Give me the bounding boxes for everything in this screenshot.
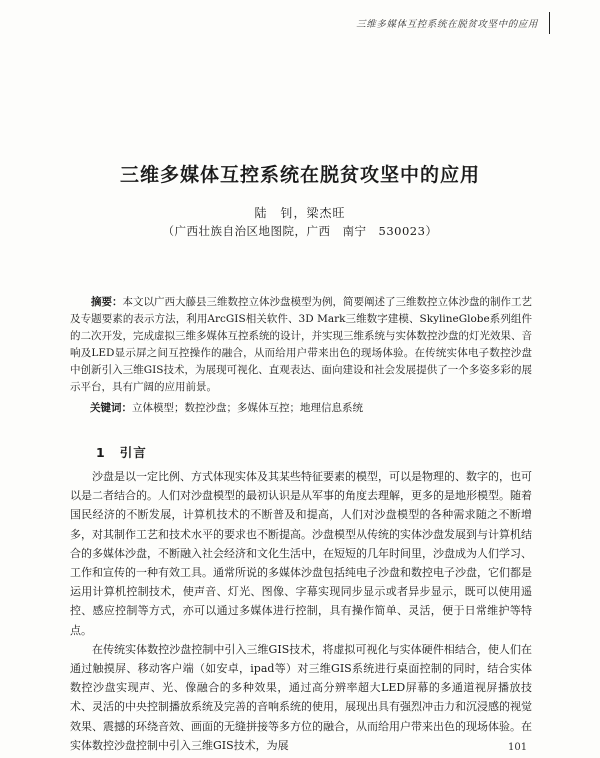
page-number: 101 <box>508 742 528 753</box>
keywords-label: 关键词： <box>90 402 132 414</box>
keywords <box>90 400 532 417</box>
section-title: 引言 <box>119 445 147 460</box>
abstract-label: 摘要： <box>91 296 123 308</box>
authors: 陆 钊，梁杰旺 <box>254 206 346 220</box>
keywords-text: 立体模型；数控沙盘；多媒体互控；地理信息系统 <box>132 402 363 414</box>
running-head: 三维多媒体互控系统在脱贫攻坚中的应用 <box>356 19 538 30</box>
paragraph: 沙盘是以一定比例、方式体现实体及其某些特征要素的模型，可以是物理的、数字的，也可以是二者结合的。人们对沙盘模型的最初认识是从军事的角度去理解，更多的是地形模型。随着国民经济的不断发展，计算机技术的不断普及和提高，人们对沙盘模型的各种需求随之不断增多，对其制作工艺和技术水平的要求也不断提高。沙盘模型从传统的实体沙盘发展到与计算机结合的多媒体沙盘，不断融入社会经济和文化生活中，在短短的几年时间里，沙盘成为人们学习、工作和宣传的一种有效工具。通常所说的多媒体沙盘包括纯电子沙盘和数控电子沙盘，它们都是运用计算机控制技术，使声音、灯光、图像、字幕实现同步显示或者异步显示，既可以使用遥控、感应控制等方式，亦可以通过多媒体进行控制，具有操作简单、灵活，便于日常维护等特点。 <box>70 470 532 637</box>
article-title: 三维多媒体互控系统在脱贫攻坚中的应用 <box>119 164 480 186</box>
header-rule <box>549 12 551 34</box>
section-body <box>70 467 532 755</box>
section-heading <box>96 443 147 461</box>
section-number: 1 <box>96 445 106 460</box>
affiliation: （广西壮族自治区地图院，广西 南宁 530023） <box>162 224 438 238</box>
paragraph: 在传统实体数控沙盘控制中引入三维GIS技术，将虚拟可视化与实体硬件相结合，使人们在通过触摸屏、移动客户端（如安卓，ipad等）对三维GIS系统进行桌面控制的同时，结合实体数控沙盘实现声、光、像融合的多种效果，通过高分辨率超大LED屏幕的多通道视屏播放技术、灵活的中央控制播放系统及完善的音响系统的使用，展现出具有强烈冲击力和沉浸感的视觉效果、震撼的环绕音效、画面的无缝拼接等多方位的融合，从而给用户带来出色的现场体验。在实体数控沙盘控制中引入三维GIS技术，为展 <box>70 642 532 752</box>
abstract <box>70 294 532 396</box>
abstract-text: 本文以广西大藤县三维数控立体沙盘模型为例，简要阐述了三维数控立体沙盘的制作工艺及专题要素的表示方法，利用ArcGIS相关软件、3D Mark三维数字建模、SkylineGlobe系列组件的二次开发，完成虚拟三维多媒体互控系统的设计，并实现三维系统与实体数控沙盘的灯光效果、音响及LED显示屏之间互控操作的融合，从而给用户带来出色的现场体验。在传统实体电子数控沙盘中创新引入三维GIS技术，为展现可视化、直观表达、面向建设和社会发展提供了一个多姿多彩的展示平台，具有广阔的应用前景。 <box>70 296 532 393</box>
